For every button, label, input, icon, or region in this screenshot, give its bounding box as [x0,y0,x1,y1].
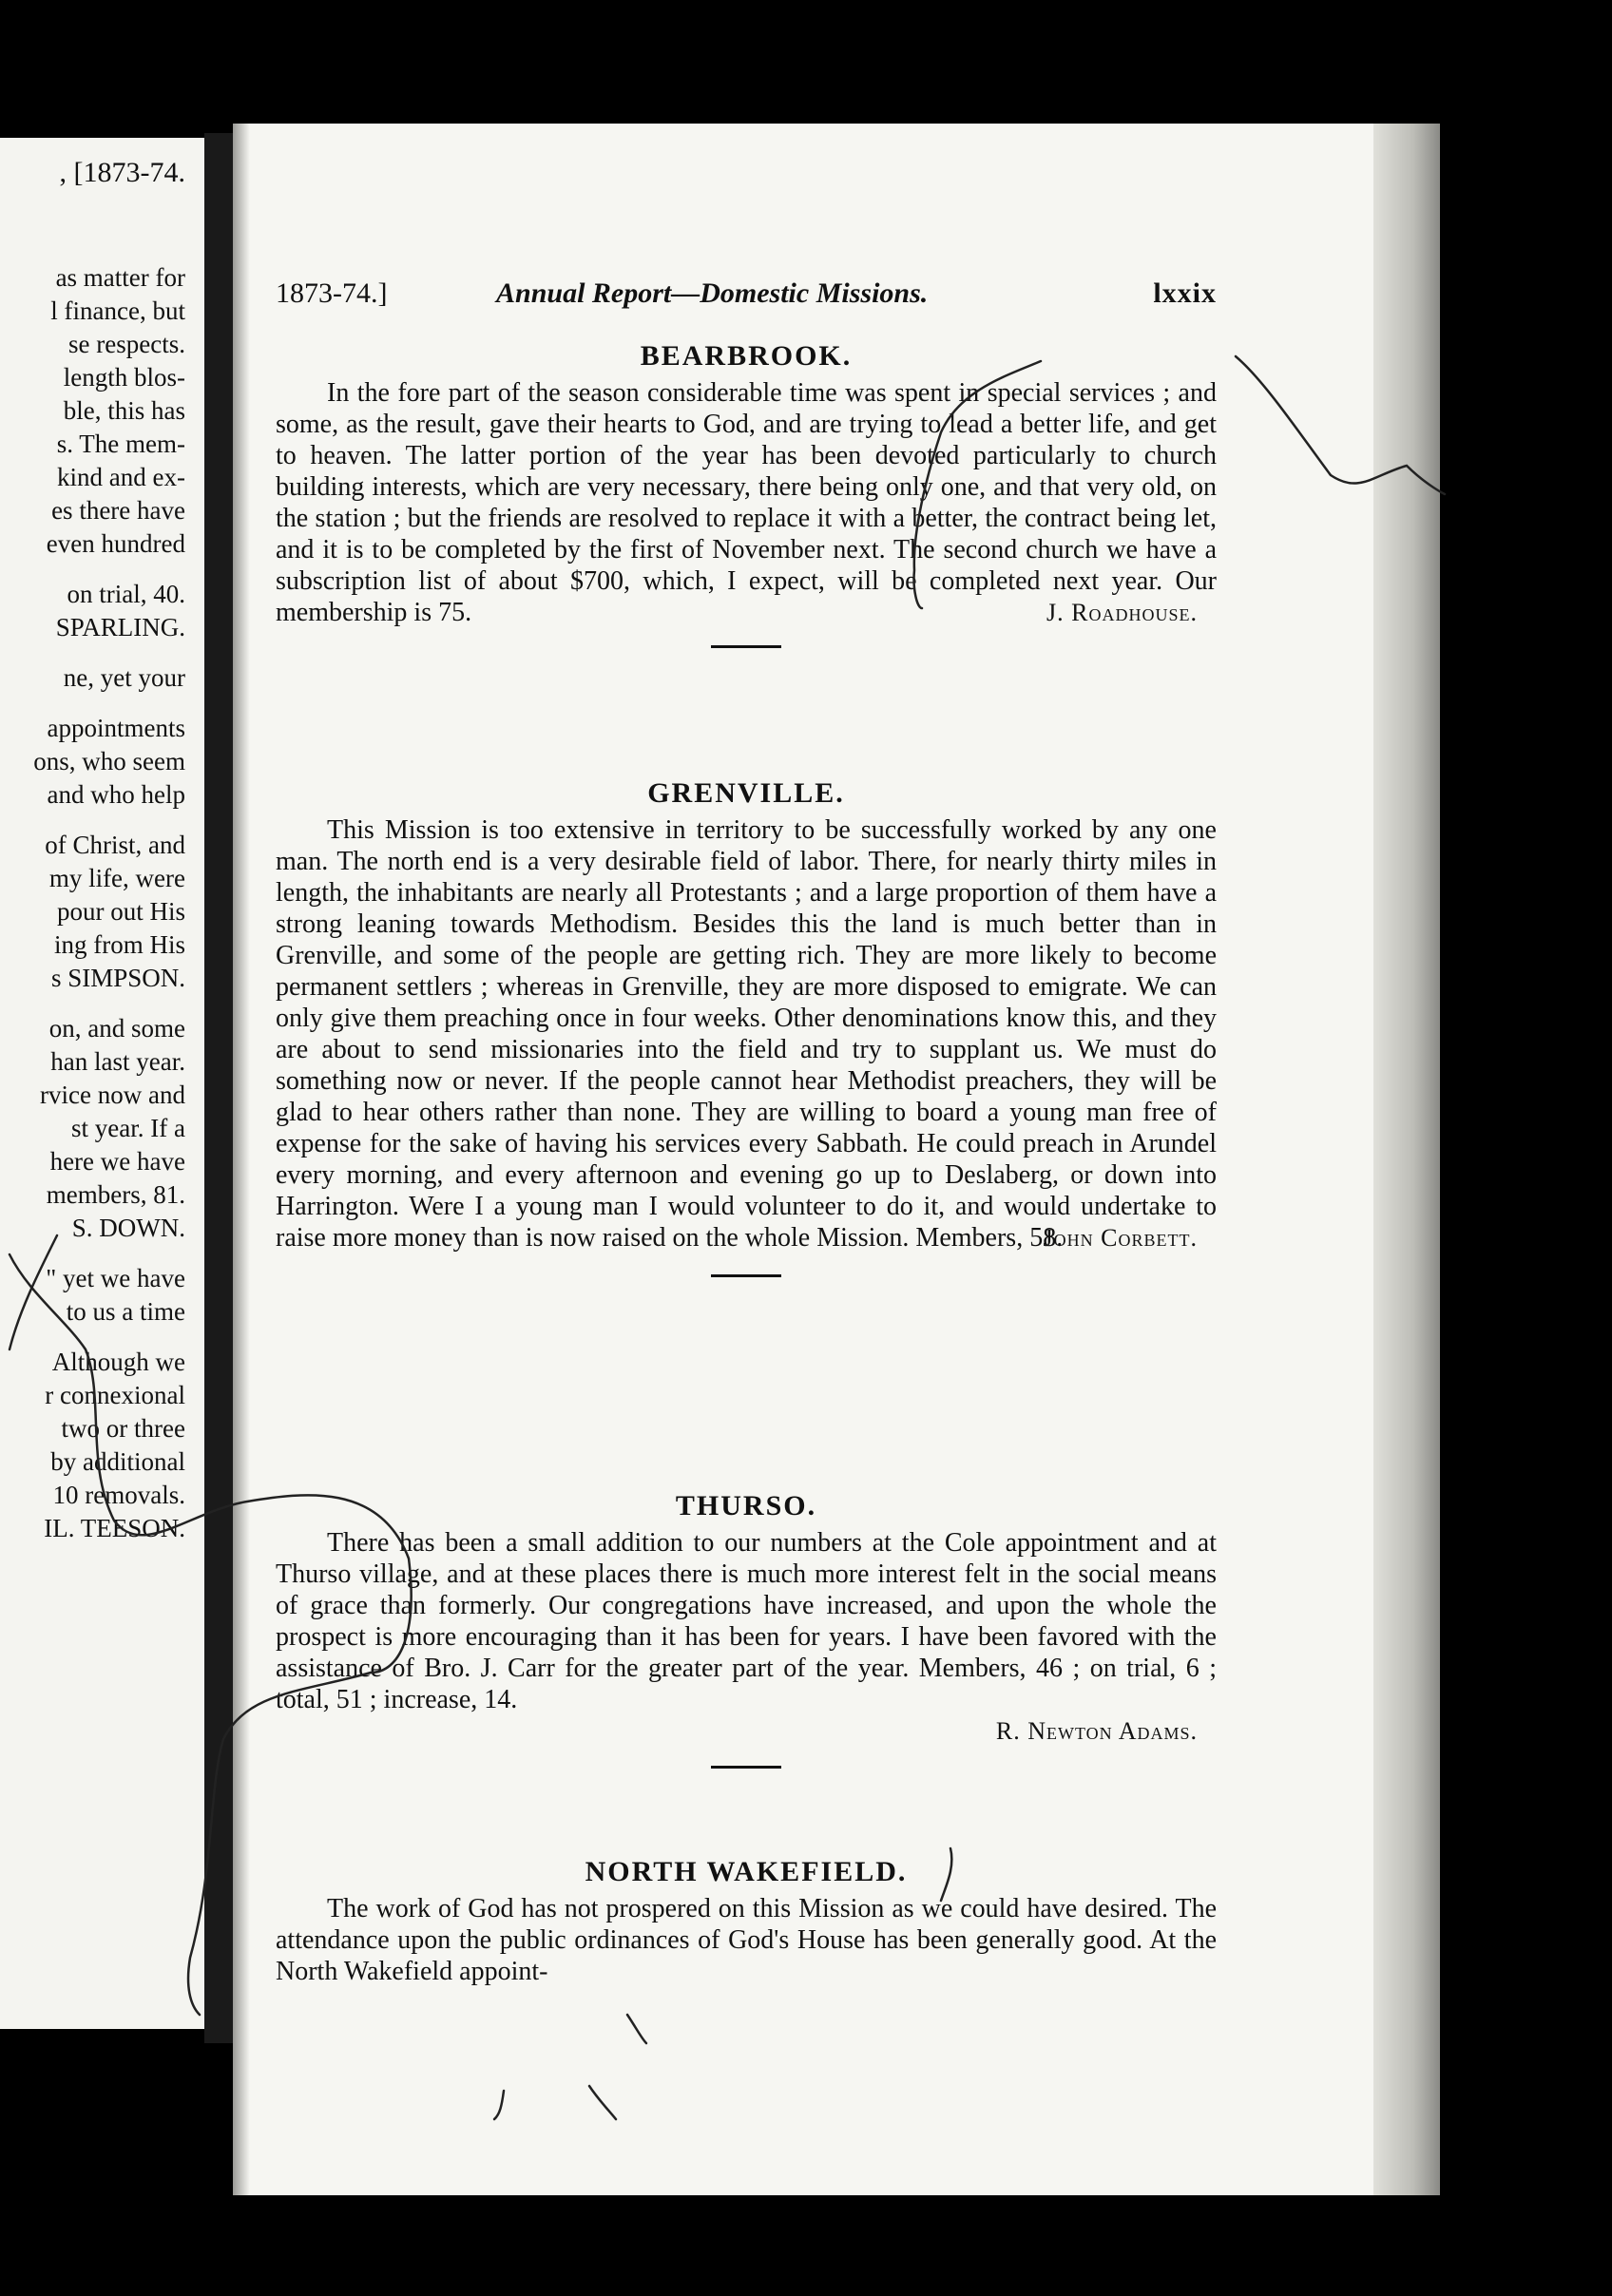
section-body: The work of God has not prospered on this Mission as we could have desired. The attendance upon the public ordinances of God's House has been generally good. At the North Wakefield appoint- [276,1894,1217,1986]
left-page-line: my life, were [48,864,185,892]
left-page-line: two or three [61,1414,185,1443]
left-page-line: s SIMPSON. [50,964,185,992]
section-body: In the fore part of the season considerable time was spent in special services ; and some, as the result, gave their hearts to God, and are trying to lead a better life, and get to heaven. The latter portion of the year has been devoted particularly to church building interests, which are very necessary, there being only one, and that very old, on the station ; but the friends are resolved to replace it with a better, the contract being let, and it is to be completed by the first of November next. The second church we have a subscription list of about $700, which, I expect, will be completed next year. Our membership is 75. [276,378,1217,627]
left-page-line: as matter for [55,263,185,292]
left-page-line: kind and ex- [57,463,185,491]
section-thurso [276,1487,1217,1769]
left-page-line: ble, this has [63,396,185,425]
section-bearbrook [276,337,1217,648]
page-edges [1373,124,1440,2195]
section-title: NORTH WAKEFIELD. [585,1856,908,1887]
running-header [276,277,1217,316]
left-page-line: ne, yet your [63,663,185,692]
section-body: This Mission is too extensive in territory to be successfully worked by any one man. The north end is a very desirable field of labor. There, for nearly thirty miles in length, the inhabitants are nearly all Protestants ; and a large proportion of them have a strong leaning towards Methodism. Besides this the land is much better than in Grenville, and some of the people are getting rich. They are more likely to become permanent settlers ; whereas in Grenville, they are more disposed to emigrate. We can only give them preaching once in four weeks. Other denominations know this, and they are about to send missionaries into the field and try to supplant us. We must do something now or never. If the people cannot hear Methodist preachers, they will be glad to hear others rather than none. They are willing to board a young man free of expense for the sake of having his services every Sabbath. He could preach in Arundel every morning, and every afternoon and evening go up to Deslaberg, or down into Harrington. Were I a young man I would volunteer to do it, and would undertake to raise more money than is now raised on the whole Mission. Members, 58. [276,815,1217,1253]
left-page [0,138,210,2029]
left-page-line: length blos- [63,363,185,392]
left-page-line: to us a time [66,1297,185,1326]
section-title: THURSO. [675,1490,817,1521]
section-body: There has been a small addition to our numbers at the Cole appointment and at Thurso village, and at these places there is much more interest felt in the social means of grace than formerly. Our congregations have increased, and upon the whole the prospect is more encouraging than it has been for years. I have been favored with the assistance of Bro. J. Carr for the greater part of the year. Members, 46 ; on trial, 6 ; total, 51 ; increase, 14. [276,1528,1217,1714]
spine-shadow [233,124,250,2195]
page-number: lxxix [1153,277,1217,309]
left-page-line: ing from His [54,930,185,959]
section-grenville [276,775,1217,1277]
section-signature: R. Newton Adams. [995,1717,1198,1745]
left-page-line: SPARLING. [55,613,185,641]
left-page-line: 10 removals. [52,1481,185,1509]
left-page-line: Although we [51,1348,185,1376]
section-north-wakefield [276,1853,1217,1987]
left-page-line: here we have [49,1147,185,1176]
left-page-line: l finance, but [50,297,185,325]
header-year: 1873-74.] [276,277,388,309]
header-title: Annual Report—Domestic Missions. [496,277,929,309]
left-page-line: se respects. [68,330,185,358]
left-page-line: han last year. [50,1047,185,1076]
left-page-line: rvice now and [40,1081,185,1109]
left-page-line: of Christ, and [45,831,185,859]
left-page-line: s. The mem- [56,430,185,458]
section-signature: J. Roadhouse. [1046,599,1198,626]
left-page-line: on, and some [48,1014,185,1043]
section-title: BEARBROOK. [640,340,853,372]
section-divider [711,1766,781,1769]
book-gutter [204,133,233,2043]
left-page-line: and who help [47,780,185,809]
left-page-line: on trial, 40. [67,580,185,608]
left-page-line: IL. TEESON. [44,1514,185,1542]
left-page-line: by additional [50,1447,185,1476]
left-page-line: members, 81. [46,1180,185,1209]
section-signature: John Corbett. [1043,1224,1198,1252]
left-page-line: appointments [47,714,185,742]
left-page-line: ons, who seem [33,747,185,775]
left-page-line: " yet we have [46,1264,185,1292]
section-title: GRENVILLE. [647,777,845,809]
left-page-header: , [1873-74. [59,157,185,188]
left-page-line: r connexional [45,1381,185,1409]
section-divider [711,645,781,648]
section-divider [711,1274,781,1277]
left-page-line: pour out His [57,897,185,926]
left-page-line: st year. If a [71,1114,185,1142]
left-page-line: even hundred [46,529,185,558]
left-page-line: S. DOWN. [71,1214,185,1242]
left-page-line: es there have [51,496,185,525]
